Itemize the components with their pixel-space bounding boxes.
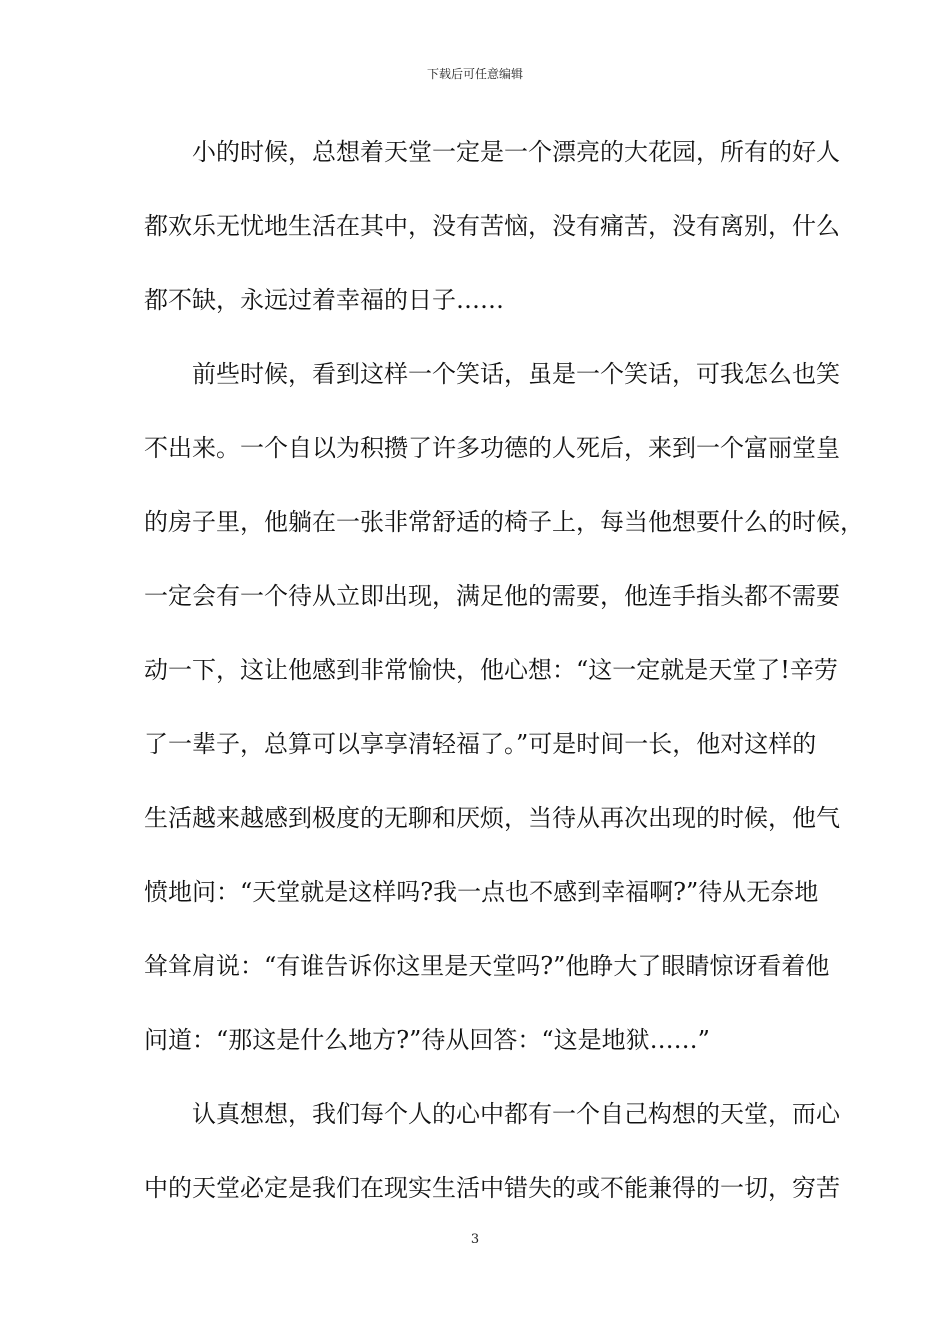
paragraph-line: 都欢乐无忧地生活在其中，没有苦恼，没有痛苦，没有离别，什么 (144, 212, 840, 240)
paragraph-line: 问道：“那这是什么地方?”待从回答：“这是地狱……” (144, 1026, 710, 1054)
paragraph-line: 了一辈子，总算可以享享清轻福了。”可是时间一长，他对这样的 (144, 730, 817, 758)
paragraph-line: 生活越来越感到极度的无聊和厌烦，当待从再次出现的时候，他气 (144, 804, 840, 832)
paragraph-line: 一定会有一个待从立即出现，满足他的需要，他连手指头都不需要 (144, 582, 840, 610)
paragraph-line: 小的时候，总想着天堂一定是一个漂亮的大花园，所有的好人 (192, 138, 840, 166)
paragraph-line: 不出来。一个自以为积攒了许多功德的人死后，来到一个富丽堂皇 (144, 434, 840, 462)
page-number: 3 (470, 1232, 480, 1247)
paragraph-line: 动一下，这让他感到非常愉快，他心想：“这一定就是天堂了!辛劳 (144, 656, 838, 684)
page-header: 下载后可任意编辑 (426, 67, 523, 81)
paragraph-line: 愤地问：“天堂就是这样吗?我一点也不感到幸福啊?”待从无奈地 (144, 878, 819, 906)
paragraph-line: 认真想想，我们每个人的心中都有一个自己构想的天堂，而心 (192, 1100, 840, 1128)
paragraph-line: 都不缺，永远过着幸福的日子…… (144, 286, 504, 314)
paragraph-line: 前些时候，看到这样一个笑话，虽是一个笑话，可我怎么也笑 (192, 360, 840, 388)
paragraph-line: 中的天堂必定是我们在现实生活中错失的或不能兼得的一切，穷苦 (144, 1174, 840, 1202)
paragraph-line: 耸耸肩说：“有谁告诉你这里是天堂吗?”他睁大了眼睛惊讶看着他 (144, 952, 830, 980)
body-text (144, 129, 864, 1239)
paragraph-line: 的房子里，他躺在一张非常舒适的椅子上，每当他想要什么的时候， (144, 508, 864, 536)
